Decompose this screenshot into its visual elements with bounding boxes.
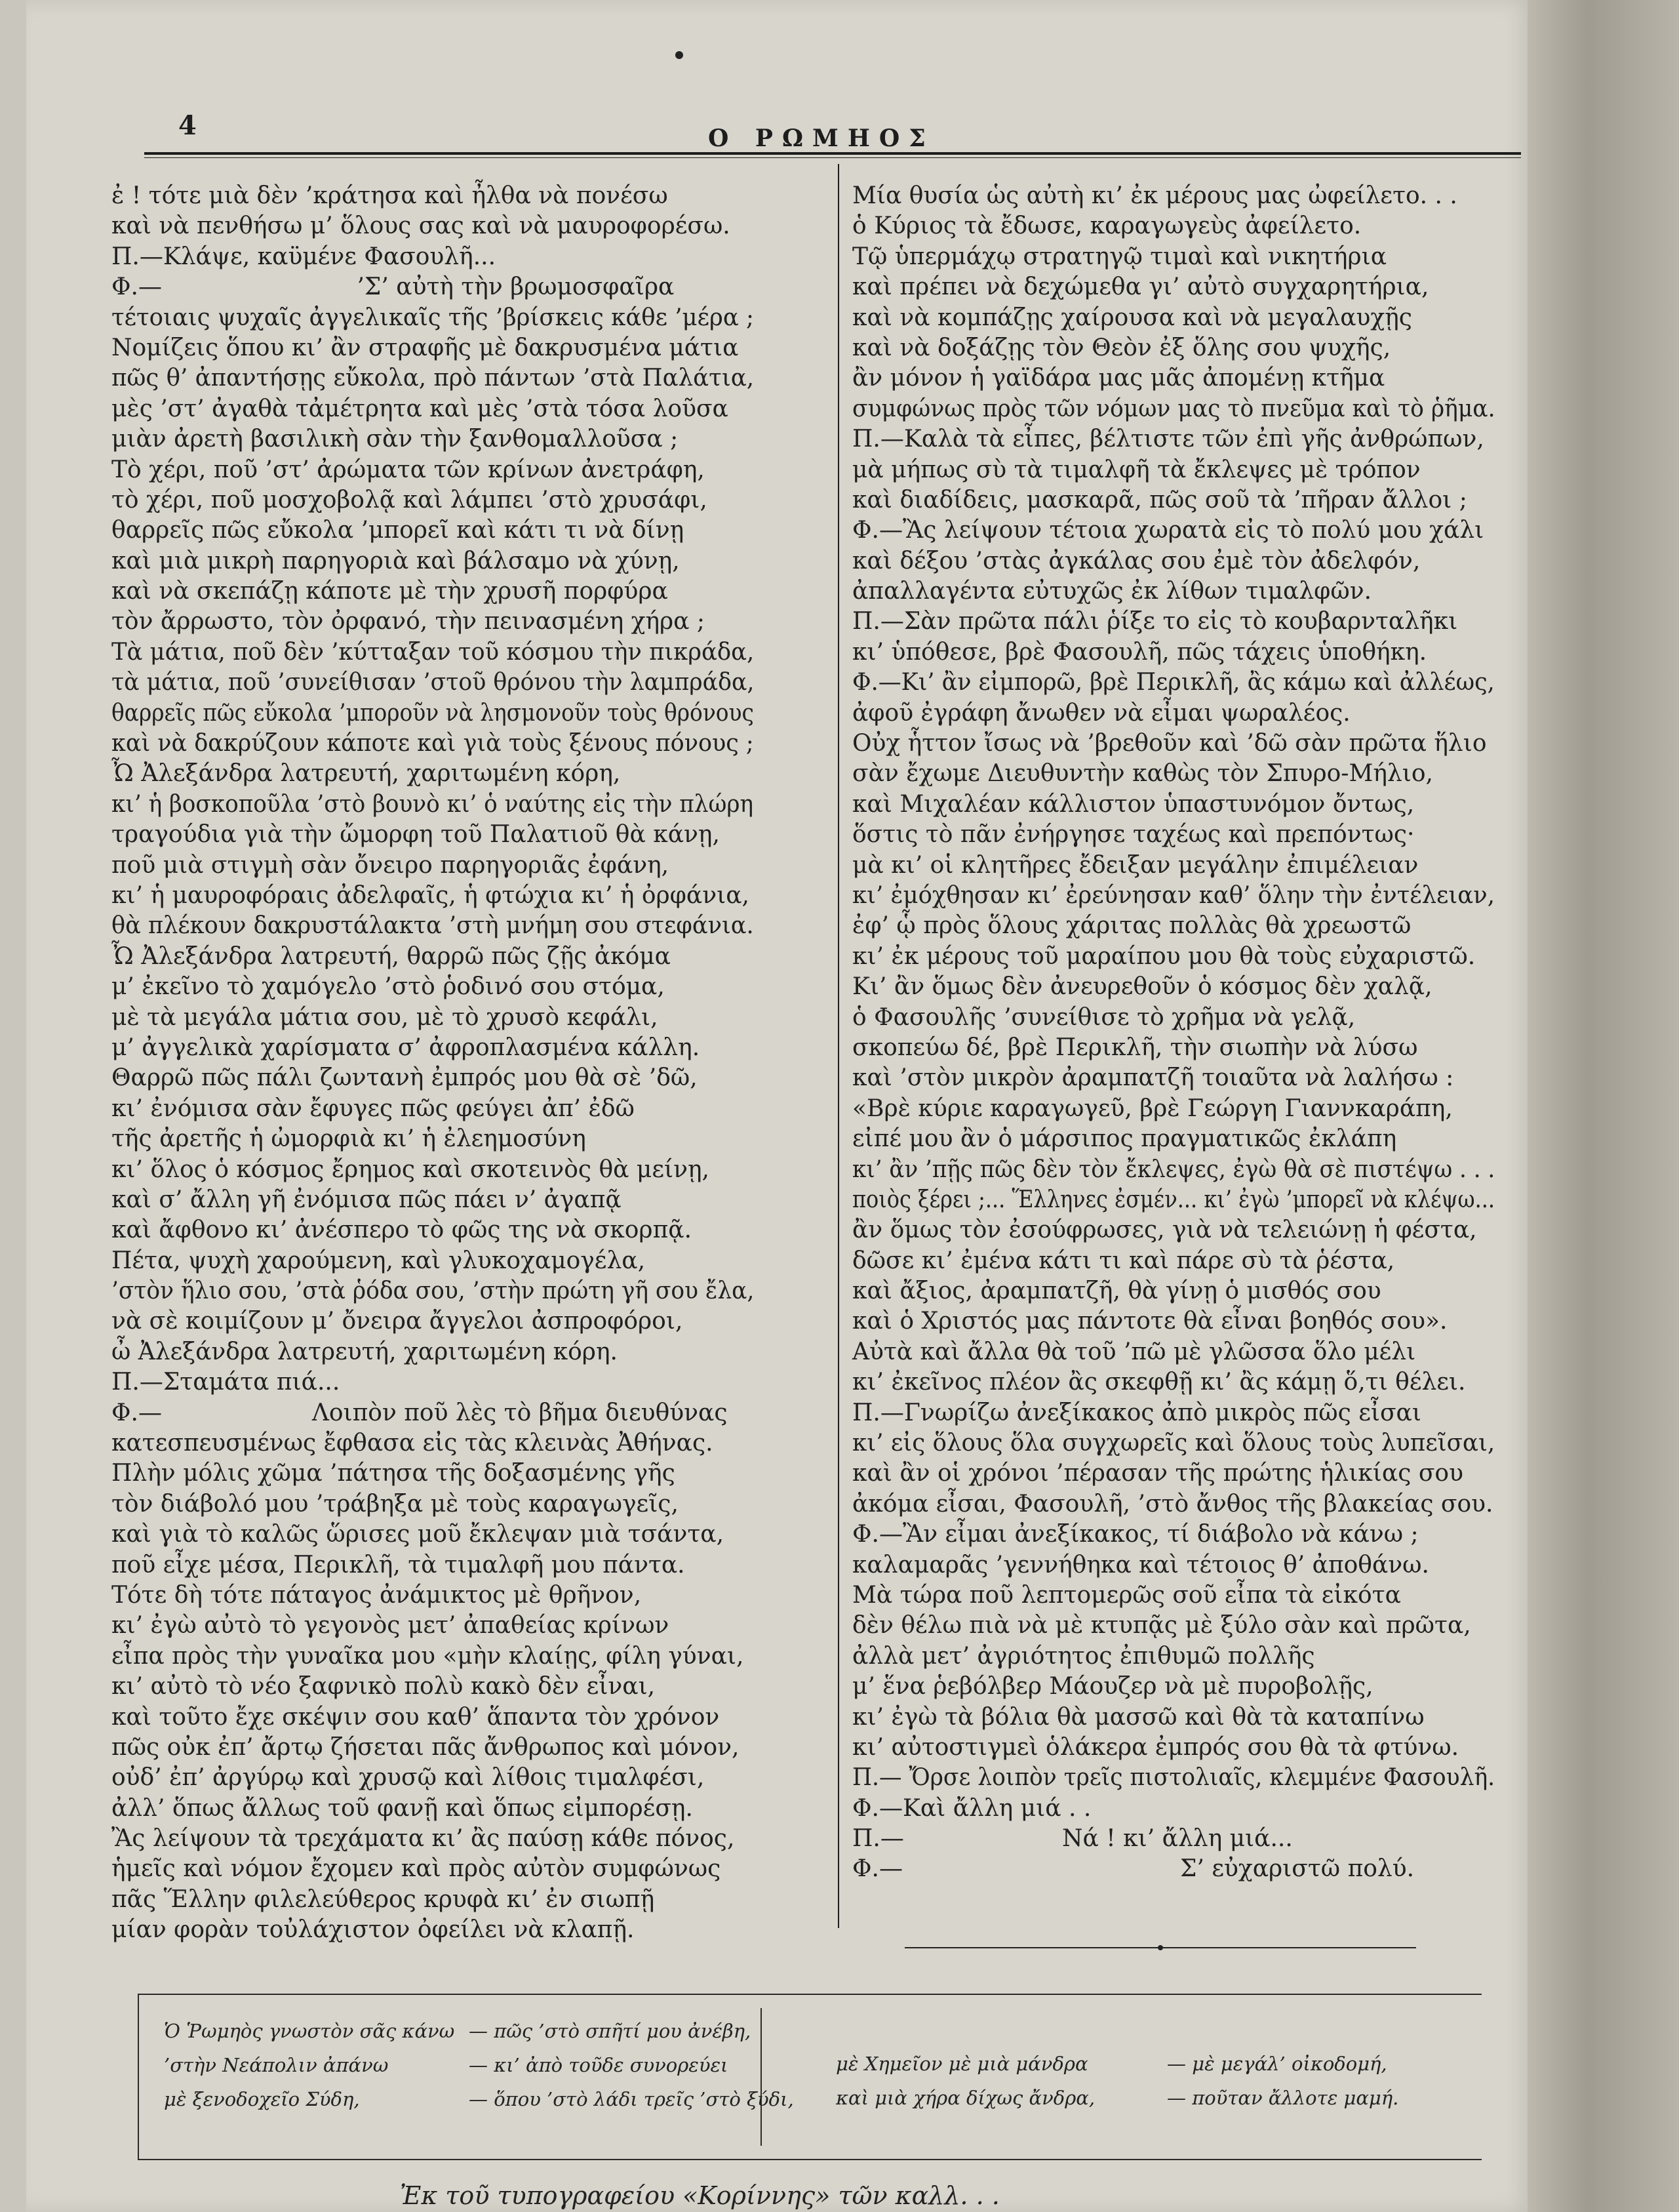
verse-line: κι’ ἡ βοσκοποῦλα ’στὸ βουνὸ κι’ ὁ ναύτης εἰς τὴν πλώρη [111, 790, 754, 818]
verse-line: Ἂς λείψουν τὰ τρεχάματα κι’ ἂς παύσῃ κάθε πόνος, [111, 1825, 735, 1853]
verse-line: μὰ κι’ οἱ κλητῆρες ἔδειξαν μεγάλην ἐπιμέλειαν [852, 851, 1419, 879]
ad-line: μὲ ξενοδοχεῖο Σύδη, [164, 2088, 360, 2110]
verse-line: νὰ σὲ κοιμίζουν μ’ ὄνειρα ἄγγελοι ἀσπροφόροι, [111, 1308, 683, 1335]
verse-line: μ’ ἐκεῖνο τὸ χαμόγελο ’στὸ ῥοδινό σου στόμα, [111, 973, 665, 1001]
verse-line: καὶ τοῦτο ἔχε σκέψιν σου καθ’ ἅπαντα τὸν χρόνον [111, 1703, 720, 1731]
verse-line: ἂν μόνον ἡ γαϊδάρα μας μᾶς ἀπομένῃ κτῆμα [852, 365, 1385, 392]
verse-line: κι’ ἐγὼ αὐτὸ τὸ γεγονὸς μετ’ ἀπαθείας κρίνων [111, 1612, 669, 1639]
verse-line: καὶ νὰ σκεπάζῃ κάποτε μὲ τὴν χρυσῆ πορφύρα [111, 578, 668, 605]
verse-line: Π.—Σὰν πρῶτα πάλι ῥίξε το εἰς τὸ κουβαρνταλῆκι [852, 608, 1458, 635]
verse-line: Φ.—Ἂν εἶμαι ἀνεξίκακος, τί διάβολο νὰ κάνω ; [852, 1521, 1419, 1548]
header-rule-thick [144, 152, 1521, 155]
print-speck [675, 51, 683, 59]
verse-line: ποιὸς ξέρει ;... Ἕλληνες ἐσμέν... κι’ ἐγὼ ’μπορεῖ νὰ κλέψω... [852, 1186, 1495, 1213]
closing-exclamation: Νά ! κι’ ἄλλη μιά... [1062, 1825, 1293, 1853]
verse-line: Κι’ ἂν ὅμως δὲν ἀνευρεθοῦν ὁ κόσμος δὲν χαλᾷ, [852, 973, 1432, 1001]
verse-line: ἡμεῖς καὶ νόμον ἔχομεν καὶ πρὸς αὐτὸν συμφώνως [111, 1855, 721, 1883]
verse-line: Μὰ τώρα ποῦ λεπτομερῶς σοῦ εἶπα τὰ εἰκότα [852, 1581, 1401, 1609]
verse-line: θαρρεῖς πῶς εὔκολα ’μπορεῖ καὶ κάτι τι νὰ δίνῃ [111, 517, 684, 544]
verse-line: ’στὸν ἥλιο σου, ’στὰ ῥόδα σου, ’στὴν πρώτη γῆ σου ἔλα, [111, 1277, 755, 1305]
ad-line: — μὲ μεγάλ’ οἰκοδομή, [1167, 2053, 1387, 2075]
verse-line: κι’ ἐκ μέρους τοῦ μαραίπου μου θὰ τοὺς εὐχαριστῶ. [852, 942, 1476, 970]
verse-line: Φ.— ’Σ’ αὐτὴ τὴν βρωμοσφαῖρα [111, 273, 675, 301]
ad-line: — ποῦταν ἄλλοτε μαμή. [1167, 2087, 1399, 2109]
verse-line: Τὰ μάτια, ποῦ δὲν ’κύτταξαν τοῦ κόσμου τὴν πικράδα, [111, 638, 755, 666]
page-number: 4 [178, 110, 197, 141]
verse-line: «Βρὲ κύριε καραγωγεῦ, βρὲ Γεώργη Γιαννκαράπη, [852, 1095, 1453, 1122]
verse-line: τὸ χέρι, ποῦ μοσχοβολᾷ καὶ λάμπει ’στὸ χρυσάφι, [111, 486, 707, 513]
verse-line: τὸν ἄρρωστο, τὸν ὀρφανό, τὴν πεινασμένη χήρα ; [111, 608, 705, 635]
ad-left-border [138, 1995, 139, 2159]
closing-thanks: Σ’ εὐχαριστῶ πολύ. [1180, 1855, 1415, 1883]
verse-line: ἐφ’ ᾧ πρὸς ὅλους χάριτας πολλὰς θὰ χρεωστῶ [852, 912, 1412, 940]
verse-line: καὶ πρέπει νὰ δεχώμεθα γι’ αὐτὸ συγχαρητήρια, [852, 273, 1429, 301]
ad-line: μὲ Χημεῖον μὲ μιὰ μάνδρα [836, 2053, 1088, 2075]
verse-line: ἂν ὅμως τὸν ἐσούφρωσες, γιὰ νὰ τελειώνῃ ἡ φέστα, [852, 1217, 1477, 1244]
verse-line: καὶ σ’ ἄλλη γῆ ἐνόμισα πῶς πάει ν’ ἀγαπᾷ [111, 1186, 622, 1213]
verse-line: εἶπα πρὸς τὴν γυναῖκα μου «μὴν κλαίῃς, φίλη γύναι, [111, 1642, 744, 1670]
verse-line: καὶ ὁ Χριστός μας πάντοτε θὰ εἶναι βοηθός σου». [852, 1308, 1448, 1335]
verse-line: καὶ νὰ πενθήσω μ’ ὅλους σας καὶ νὰ μαυροφορέσω. [111, 212, 730, 240]
verse-line: κι’ αὐτοστιγμεὶ ὁλάκερα ἐμπρός σου θὰ τὰ φτύνω. [852, 1733, 1459, 1761]
printer-imprint: Ἐκ τοῦ τυπογραφείου «Κορίννης» τῶν καλλ. . . [400, 2181, 1000, 2210]
verse-line: τὰ μάτια, ποῦ ’συνείθισαν ’στοῦ θρόνου τὴν λαμπράδα, [111, 669, 755, 696]
verse-line: Ὦ Ἀλεξάνδρα λατρευτή, χαριτωμένη κόρη, [111, 760, 621, 788]
verse-line: Φ.—Κι’ ἂν εἰμπορῶ, βρὲ Περικλῆ, ἂς κάμω καὶ ἀλλέως, [852, 669, 1495, 696]
verse-line: πῶς οὐκ ἐπ’ ἄρτῳ ζήσεται πᾶς ἄνθρωπος καὶ μόνον, [111, 1733, 740, 1761]
verse-line: καὶ δέξου ’στὰς ἀγκάλας σου ἐμὲ τὸν ἀδελφόν, [852, 547, 1421, 574]
verse-line: καὶ νὰ κομπάζῃς χαίρουσα καὶ νὰ μεγαλαυχῇς [852, 304, 1412, 331]
verse-line: σκοπεύω δέ, βρὲ Περικλῆ, τὴν σιωπὴν νὰ λύσω [852, 1034, 1418, 1061]
column-divider [838, 164, 839, 1928]
verse-line: Οὐχ ἧττον ἴσως νὰ ’βρεθοῦν καὶ ’δῶ σὰν πρῶτα ἥλιο [852, 730, 1487, 757]
verse-line: κι’ ἐμόχθησαν κι’ ἐρεύνησαν καθ’ ὅλην τὴν ἐντέλειαν, [852, 881, 1495, 909]
verse-line: Αὐτὰ καὶ ἄλλα θὰ τοῦ ’πῶ μὲ γλῶσσα ὅλο μέλι [852, 1338, 1416, 1365]
verse-line: Π.—Καλὰ τὰ εἶπες, βέλτιστε τῶν ἐπὶ γῆς ἀνθρώπων, [852, 426, 1484, 453]
verse-line: μὲ τὰ μεγάλα μάτια σου, μὲ τὸ χρυσὸ κεφάλι, [111, 1003, 658, 1031]
verse-line: ἀφοῦ ἐγράφη ἄνωθεν νὰ εἶμαι ψωραλέος. [852, 699, 1351, 727]
verse-line: εἰπέ μου ἂν ὁ μάρσιπος πραγματικῶς ἐκλάπη [852, 1125, 1397, 1153]
verse-line: κι’ αὐτὸ τὸ νέο ξαφνικὸ πολὺ κακὸ δὲν εἶναι, [111, 1673, 656, 1700]
verse-line: κατεσπευσμένως ἔφθασα εἰς τὰς κλεινὰς Ἀθήνας. [111, 1430, 713, 1457]
verse-line: Τότε δὴ τότε πάταγος ἀνάμικτος μὲ θρῆνον, [111, 1581, 642, 1609]
header-rule-thin [144, 157, 1521, 158]
verse-line: μ’ ἀγγελικὰ χαρίσματα σ’ ἀφροπλασμένα κάλλη. [111, 1034, 700, 1061]
ad-line: — πῶς ’στὸ σπῆτί μου ἀνέβη, [469, 2020, 751, 2042]
verse-line: Φ.—Ἂς λείψουν τέτοια χωρατὰ εἰς τὸ πολύ μου χάλι [852, 517, 1484, 544]
verse-line: Τὸ χέρι, ποῦ ’στ’ ἀρώματα τῶν κρίνων ἀνετράφη, [111, 456, 705, 483]
verse-line: θαρρεῖς πῶς εὔκολα ’μποροῦν νὰ λησμονοῦν τοὺς θρόνους [111, 699, 754, 727]
verse-line: τῆς ἀρετῆς ἡ ὠμορφιὰ κι’ ἡ ἐλεημοσύνη [111, 1125, 586, 1153]
verse-line: πῶς θ’ ἀπαντήσῃς εὔκολα, πρὸ πάντων ’στὰ Παλάτια, [111, 365, 755, 392]
verse-line: μ’ ἕνα ῥεβόλβερ Μάουζερ νὰ μὲ πυροβολῇς, [852, 1673, 1373, 1700]
verse-line: κι’ ἐγὼ τὰ βόλια θὰ μασσῶ καὶ θὰ τὰ καταπίνω [852, 1703, 1425, 1731]
verse-line: καὶ διαδίδεις, μασκαρᾶ, πῶς σοῦ τὰ ’πῆραν ἄλλοι ; [852, 486, 1467, 513]
verse-line: συμφώνως πρὸς τῶν νόμων μας τὸ πνεῦμα καὶ τὸ ῥῆμα. [852, 395, 1495, 422]
verse-line: καὶ γιὰ τὸ καλῶς ὥρισες μοῦ ἔκλεψαν μιὰ τσάντα, [111, 1521, 724, 1548]
verse-line: δῶσε κι’ ἐμένα κάτι τι καὶ πάρε σὺ τὰ ῥέστα, [852, 1247, 1395, 1274]
verse-line: Φ.— [852, 1855, 903, 1883]
verse-line: ποῦ μιὰ στιγμὴ σὰν ὄνειρο παρηγοριᾶς ἐφάνη, [111, 851, 669, 879]
poem-right-column [852, 181, 1495, 1885]
verse-line: ὁ Κύριος τὰ ἔδωσε, καραγωγεὺς ἀφείλετο. [852, 212, 1362, 240]
verse-line: σὰν ἔχωμε Διευθυντὴν καθὼς τὸν Σπυρο-Μήλιο, [852, 760, 1433, 788]
ad-divider [760, 2008, 762, 2146]
verse-line: ἀλλ’ ὅπως ἄλλως τοῦ φανῇ καὶ ὅπως εἰμπορέσῃ. [111, 1794, 693, 1822]
verse-line: τὸν διάβολό μου ’τράβηξα μὲ τοὺς καραγωγεῖς, [111, 1490, 679, 1518]
verse-line: ἀκόμα εἶσαι, Φασουλῆ, ’στὸ ἄνθος τῆς βλακείας σου. [852, 1490, 1493, 1518]
verse-line: ἀλλὰ μετ’ ἀγριότητος ἐπιθυμῶ πολλῆς [852, 1642, 1315, 1670]
verse-line: τέτοιαις ψυχαῖς ἀγγελικαῖς τῆς ’βρίσκεις κάθε ’μέρα ; [111, 304, 754, 331]
verse-line: καὶ ἄξιος, ἀραμπατζῆ, θὰ γίνῃ ὁ μισθός σου [852, 1277, 1381, 1305]
ad-line: Ὁ Ῥωμηὸς γνωστὸν σᾶς κάνω [164, 2020, 455, 2042]
verse-line: κι’ εἰς ὅλους ὅλα συγχωρεῖς καὶ ὅλους τοὺς λυπεῖσαι, [852, 1430, 1495, 1457]
verse-line: Π.—Γνωρίζω ἀνεξίκακος ἀπὸ μικρὸς πῶς εἶσαι [852, 1399, 1421, 1426]
verse-line: καὶ ’στὸν μικρὸν ἀραμπατζῆ τοιαῦτα νὰ λαλήσω : [852, 1064, 1454, 1092]
ad-line: ’στὴν Νεάπολιν ἀπάνω [164, 2054, 389, 2076]
verse-line: Πλὴν μόλις χῶμα ’πάτησα τῆς δοξασμένης γῆς [111, 1460, 675, 1487]
verse-line: ὅστις τὸ πᾶν ἐνήργησε ταχέως καὶ πρεπόντως· [852, 821, 1415, 849]
verse-line: οὐδ’ ἐπ’ ἀργύρῳ καὶ χρυσῷ καὶ λίθοις τιμαλφέσι, [111, 1764, 705, 1792]
verse-line: Πέτα, ψυχὴ χαρούμενη, καὶ γλυκοχαμογέλα, [111, 1247, 646, 1274]
verse-line: ἐ ! τότε μιὰ δὲν ’κράτησα καὶ ἦλθα νὰ πονέσω [111, 182, 668, 209]
verse-line: καὶ νὰ δοξάζῃς τὸν Θεὸν ἐξ ὅλης σου ψυχῆς, [852, 334, 1391, 361]
verse-line: δὲν θέλω πιὰ νὰ μὲ κτυπᾷς μὲ ξύλο σὰν καὶ πρῶτα, [852, 1612, 1471, 1639]
page-edge-shadow [1528, 0, 1679, 2212]
verse-line: καλαμαρᾶς ’γεννήθηκα καὶ τέτοιος θ’ ἀποθάνω. [852, 1551, 1429, 1579]
verse-line: Ὦ Ἀλεξάνδρα λατρευτή, θαρρῶ πῶς ζῇς ἀκόμα [111, 942, 671, 970]
verse-line: Θαρρῶ πῶς πάλι ζωντανὴ ἐμπρός μου θὰ σὲ ’δῶ, [111, 1064, 698, 1092]
verse-line: ὁ Φασουλῆς ’συνείθισε τὸ χρῆμα νὰ γελᾷ, [852, 1003, 1356, 1031]
verse-line: Π.—Σταμάτα πιά... [111, 1369, 340, 1396]
verse-line: κι’ ἐκεῖνος πλέον ἂς σκεφθῇ κι’ ἂς κάμῃ ὅ,τι θέλει. [852, 1369, 1466, 1396]
masthead-title: Ο ΡΩΜΗΟΣ [708, 125, 935, 152]
verse-line: Νομίζεις ὅπου κι’ ἂν στραφῆς μὲ δακρυσμένα μάτια [111, 334, 739, 361]
verse-line: Τῷ ὑπερμάχῳ στρατηγῷ τιμαὶ καὶ νικητήρια [852, 243, 1387, 270]
verse-line: μὰ μήπως σὺ τὰ τιμαλφῆ τὰ ἔκλεψες μὲ τρόπον [852, 456, 1421, 483]
verse-line: καὶ ἂν οἱ χρόνοι ’πέρασαν τῆς πρώτης ἡλικίας σου [852, 1460, 1463, 1487]
verse-line: κι’ ἡ μαυροφόραις ἀδελφαῖς, ἡ φτώχια κι’ ἡ ὀρφάνια, [111, 881, 749, 909]
verse-line: πᾶς Ἕλλην φιλελεύθερος κρυφὰ κι’ ἐν σιωπῇ [111, 1885, 655, 1913]
closing-ornament-rule [905, 1941, 1416, 1948]
verse-line: Φ.— Λοιπὸν ποῦ λὲς τὸ βῆμα διευθύνας [111, 1399, 728, 1426]
verse-line: τραγούδια γιὰ τὴν ὤμορφη τοῦ Παλατιοῦ θὰ κάνῃ, [111, 821, 720, 849]
verse-line: Π.— [852, 1825, 904, 1853]
ad-line: — ὅπου ’στὸ λάδι τρεῖς ’στὸ ξύδι, [469, 2088, 794, 2110]
verse-line: ὦ Ἀλεξάνδρα λατρευτή, χαριτωμένη κόρη. [111, 1338, 618, 1365]
ad-line: καὶ μιὰ χήρα δίχως ἄνδρα, [836, 2087, 1096, 2109]
verse-line: κι’ ὑπόθεσε, βρὲ Φασουλῆ, πῶς τάχεις ὑποθήκη. [852, 638, 1427, 666]
verse-line: κι’ ἐνόμισα σὰν ἔφυγες πῶς φεύγει ἀπ’ ἐδῶ [111, 1095, 635, 1122]
advertisement-box [138, 1994, 1482, 2160]
verse-line: ἀπαλλαγέντα εὐτυχῶς ἐκ λίθων τιμαλφῶν. [852, 578, 1372, 605]
verse-line: μιὰν ἀρετὴ βασιλικὴ σὰν τὴν ξανθομαλλοῦσα ; [111, 426, 679, 453]
verse-line: μίαν φορὰν τοὐλάχιστον ὀφείλει νὰ κλαπῇ. [111, 1916, 635, 1944]
poem-left-column [111, 181, 754, 1946]
verse-line: μὲς ’στ’ ἀγαθὰ τἀμέτρητα καὶ μὲς ’στὰ τόσα λοῦσα [111, 395, 728, 422]
verse-line: Μία θυσία ὡς αὐτὴ κι’ ἐκ μέρους μας ὠφείλετο. . . [852, 182, 1457, 209]
ad-line: — κι’ ἀπὸ τοῦδε συνορεύει [469, 2054, 728, 2076]
verse-line: κι’ ἂν ’πῇς πῶς δὲν τὸν ἔκλεψες, ἐγὼ θὰ σὲ πιστέψω . . . [852, 1156, 1495, 1183]
verse-line: καὶ Μιχαλέαν κάλλιστον ὑπαστυνόμον ὄντως, [852, 790, 1415, 818]
verse-line: ποῦ εἶχε μέσα, Περικλῆ, τὰ τιμαλφῆ μου πάντα. [111, 1551, 685, 1579]
verse-line: Φ.—Καὶ ἄλλη μιά . . [852, 1794, 1092, 1822]
verse-line: κι’ ὅλος ὁ κόσμος ἔρημος καὶ σκοτεινὸς θὰ μείνῃ, [111, 1156, 709, 1183]
verse-line: καὶ νὰ δακρύζουν κάποτε καὶ γιὰ τοὺς ξένους πόνους ; [111, 730, 754, 757]
verse-line: Π.—Κλάψε, καϋμένε Φασουλῆ... [111, 243, 496, 270]
verse-line: Π.— Ὄρσε λοιπὸν τρεῖς πιστολιαῖς, κλεμμένε Φασουλῆ. [852, 1764, 1495, 1792]
verse-line: θὰ πλέκουν δακρυστάλακτα ’στὴ μνήμη σου στεφάνια. [111, 912, 754, 940]
verse-line: καὶ ἄφθονο κι’ ἀνέσπερο τὸ φῶς της νὰ σκορπᾷ. [111, 1217, 692, 1244]
verse-line: καὶ μιὰ μικρὴ παρηγοριὰ καὶ βάλσαμο νὰ χύνῃ, [111, 547, 680, 574]
